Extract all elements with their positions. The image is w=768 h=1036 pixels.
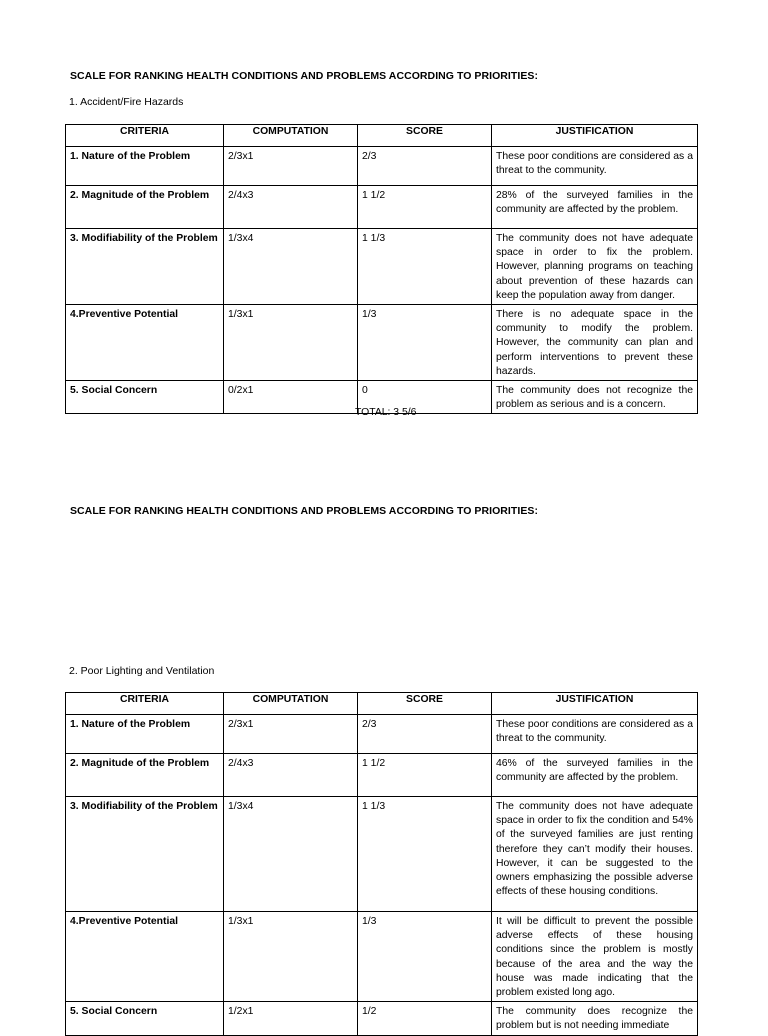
computation-cell: 2/3x1	[224, 715, 358, 754]
table-row	[66, 797, 698, 912]
justification-cell: 28% of the surveyed families in the community are affected by the problem.	[492, 186, 698, 229]
header-score: SCORE	[358, 693, 492, 715]
table-row	[66, 754, 698, 797]
score-cell: 2/3	[358, 715, 492, 754]
header-criteria: CRITERIA	[66, 125, 224, 147]
criteria-cell: 5. Social Concern	[66, 1002, 224, 1035]
score-cell: 1 1/3	[358, 797, 492, 912]
header-computation: COMPUTATION	[224, 125, 358, 147]
header-computation: COMPUTATION	[224, 693, 358, 715]
justification-cell: The community does recognize the problem but is not needing immediate	[492, 1002, 698, 1035]
justification-cell: The community does not have adequate space in order to fix the problem. However, planning programs on teaching about prevention of these hazards can keep the population away from danger.	[492, 229, 698, 305]
table-row	[66, 147, 698, 186]
computation-cell: 2/4x3	[224, 754, 358, 797]
section1-table	[65, 124, 698, 414]
justification-cell: These poor conditions are considered as a threat to the community.	[492, 147, 698, 186]
computation-cell: 1/3x1	[224, 912, 358, 1002]
section2-subtitle: 2. Poor Lighting and Ventilation	[69, 665, 215, 677]
justification-cell: It will be difficult to prevent the possible adverse effects of these housing conditions since the problem is mostly because of the area and the way the house was made indicating that the problem existed long ago.	[492, 912, 698, 1002]
criteria-cell: 1. Nature of the Problem	[66, 147, 224, 186]
computation-cell: 0/2x1	[224, 381, 358, 414]
criteria-cell: 2. Magnitude of the Problem	[66, 754, 224, 797]
section1-subtitle: 1. Accident/Fire Hazards	[69, 96, 184, 108]
justification-cell: 46% of the surveyed families in the community are affected by the problem.	[492, 754, 698, 797]
section2-table	[65, 692, 698, 1036]
table-row	[66, 912, 698, 1002]
score-cell: 1/3	[358, 912, 492, 1002]
score-cell: 1 1/2	[358, 186, 492, 229]
computation-cell: 1/3x4	[224, 797, 358, 912]
section2-heading: SCALE FOR RANKING HEALTH CONDITIONS AND PROBLEMS ACCORDING TO PRIORITIES:	[70, 505, 538, 517]
criteria-cell: 3. Modifiability of the Problem	[66, 229, 224, 305]
criteria-cell: 1. Nature of the Problem	[66, 715, 224, 754]
criteria-cell: 2. Magnitude of the Problem	[66, 186, 224, 229]
justification-cell: The community does not recognize the problem as serious and is a concern.	[492, 381, 698, 414]
section1-total: TOTAL: 3 5/6	[355, 407, 417, 418]
table-row	[66, 1002, 698, 1035]
justification-cell: These poor conditions are considered as a threat to the community.	[492, 715, 698, 754]
table-row	[66, 715, 698, 754]
table-row	[66, 186, 698, 229]
computation-cell: 2/3x1	[224, 147, 358, 186]
score-cell: 0	[358, 381, 492, 414]
criteria-cell: 4.Preventive Potential	[66, 305, 224, 381]
justification-cell: The community does not have adequate space in order to fix the condition and 54% of the surveyed families are just renting therefore they can’t modify their houses. However, it can be suggested to the owners emphasizing the possible adverse effects of these housing conditions.	[492, 797, 698, 912]
score-cell: 1/3	[358, 305, 492, 381]
computation-cell: 1/3x1	[224, 305, 358, 381]
header-justification: JUSTIFICATION	[492, 693, 698, 715]
score-cell: 1/2	[358, 1002, 492, 1035]
justification-cell: There is no adequate space in the community to modify the problem. However, the community can plan and perform interventions to prevent these hazards.	[492, 305, 698, 381]
table-header-row	[66, 693, 698, 715]
score-cell: 2/3	[358, 147, 492, 186]
section1-heading: SCALE FOR RANKING HEALTH CONDITIONS AND PROBLEMS ACCORDING TO PRIORITIES:	[70, 70, 538, 82]
criteria-cell: 4.Preventive Potential	[66, 912, 224, 1002]
table-row	[66, 229, 698, 305]
score-cell: 1 1/2	[358, 754, 492, 797]
table-row	[66, 305, 698, 381]
criteria-cell: 5. Social Concern	[66, 381, 224, 414]
header-criteria: CRITERIA	[66, 693, 224, 715]
header-justification: JUSTIFICATION	[492, 125, 698, 147]
computation-cell: 1/2x1	[224, 1002, 358, 1035]
table-header-row	[66, 125, 698, 147]
score-cell: 1 1/3	[358, 229, 492, 305]
header-score: SCORE	[358, 125, 492, 147]
computation-cell: 2/4x3	[224, 186, 358, 229]
criteria-cell: 3. Modifiability of the Problem	[66, 797, 224, 912]
computation-cell: 1/3x4	[224, 229, 358, 305]
